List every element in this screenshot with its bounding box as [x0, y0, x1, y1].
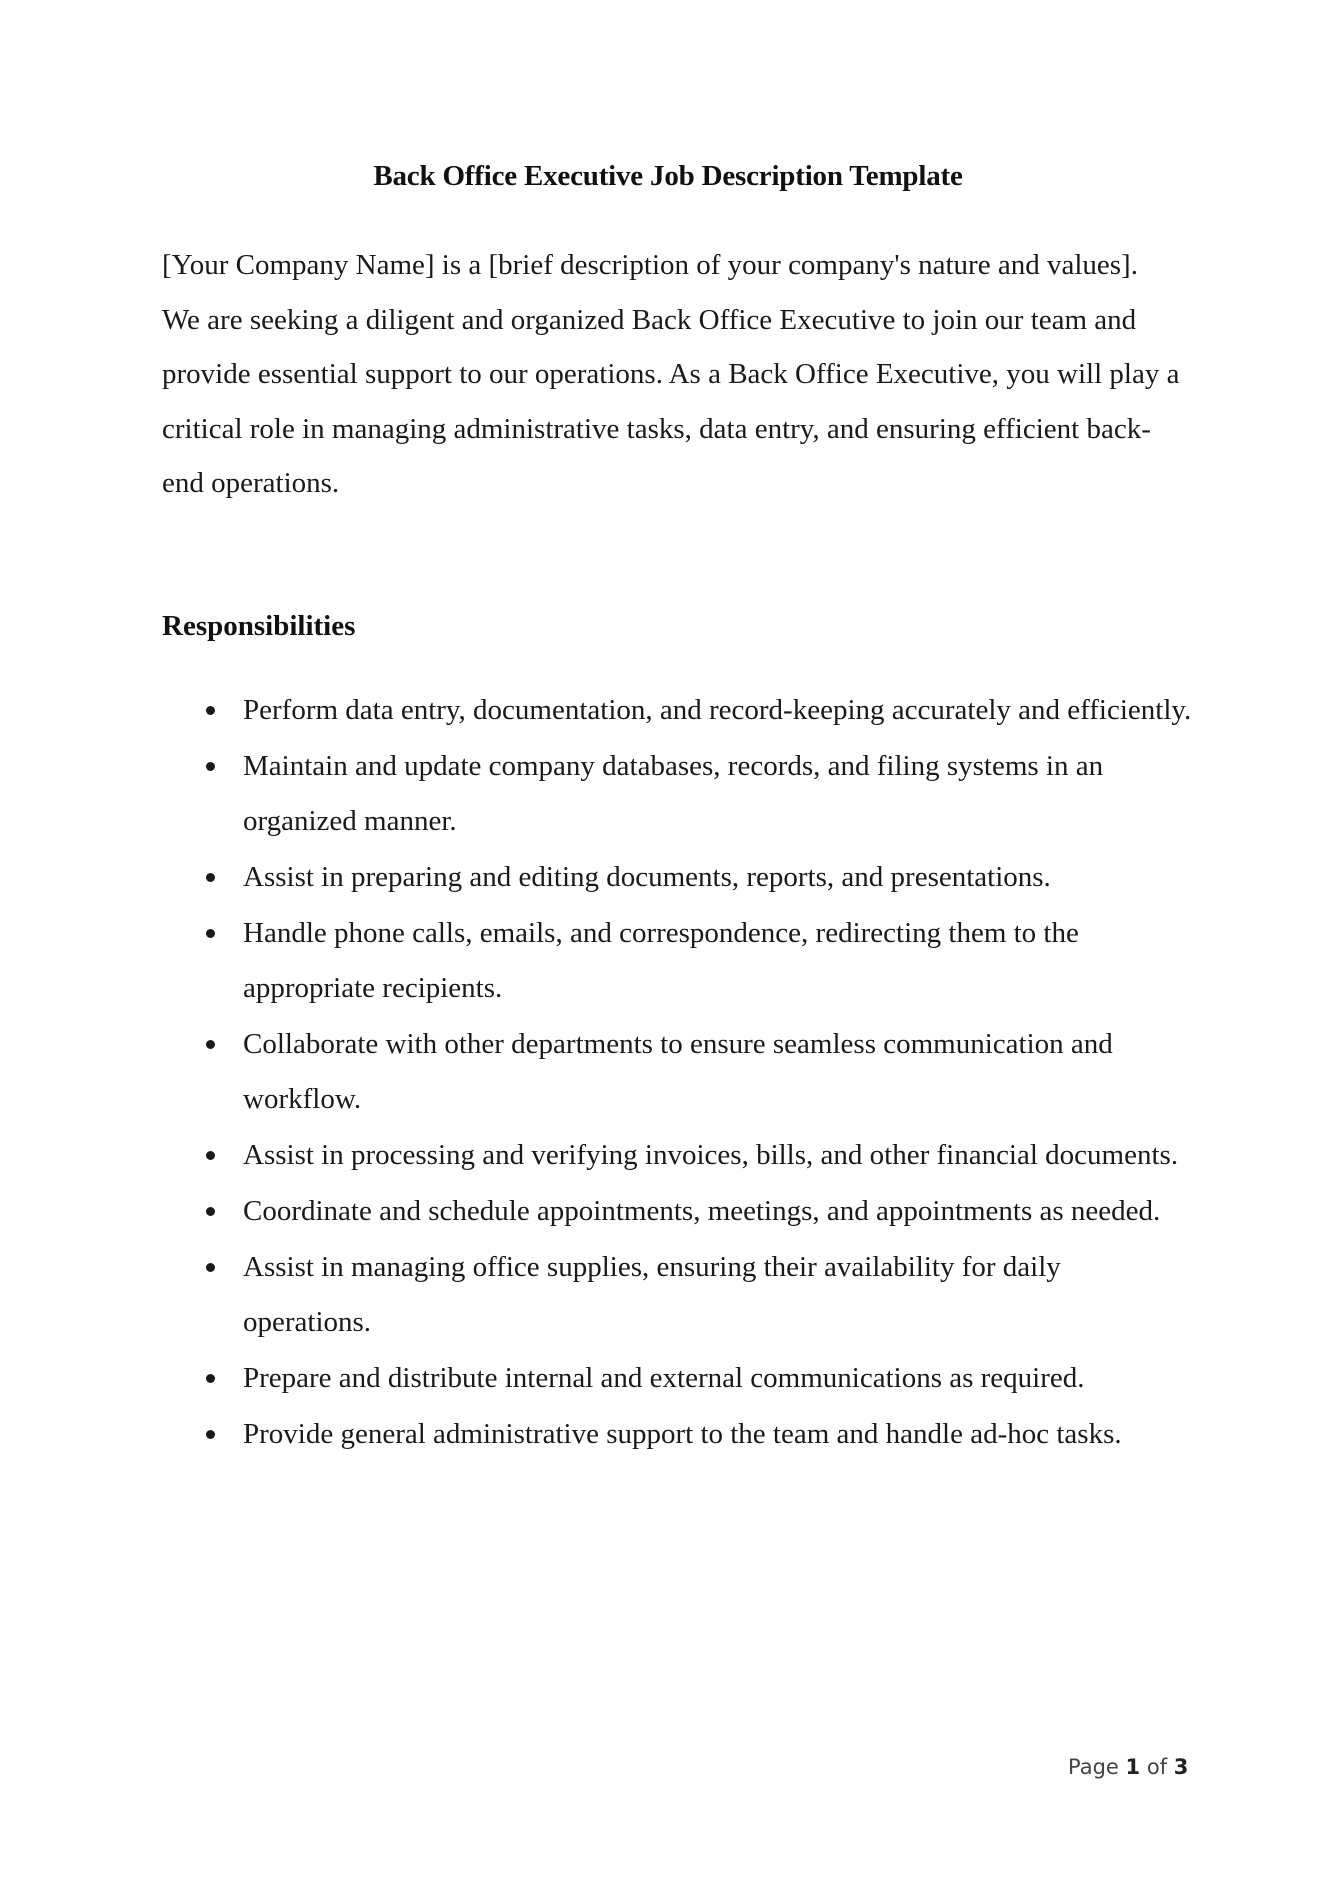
list-item-text: Assist in preparing and editing documents, reports, and presentations. [243, 861, 1051, 893]
list-item-text: Assist in managing office supplies, ensuring their availability for daily operations. [243, 1251, 1061, 1338]
of-label: of [1146, 1755, 1168, 1779]
responsibilities-heading: Responsibilities [162, 610, 356, 642]
bullet-icon [206, 1207, 215, 1216]
bullet-icon [206, 1040, 215, 1049]
bullet-icon [206, 1151, 215, 1160]
responsibilities-list [162, 683, 1192, 1463]
list-item-text: Coordinate and schedule appointments, meetings, and appointments as needed. [243, 1195, 1161, 1227]
list-item [162, 1407, 1192, 1462]
list-item [162, 739, 1192, 849]
list-item [162, 1184, 1192, 1239]
bullet-icon [206, 706, 215, 715]
list-item [162, 1017, 1192, 1127]
page-number-footer [1068, 1755, 1188, 1779]
list-item-text: Provide general administrative support to the team and handle ad-hoc tasks. [243, 1418, 1122, 1450]
bullet-icon [206, 1374, 215, 1383]
list-item-text: Perform data entry, documentation, and record-keeping accurately and efficiently. [243, 694, 1192, 726]
list-item-text: Assist in processing and verifying invoices, bills, and other financial documents. [243, 1139, 1179, 1171]
bullet-icon [206, 873, 215, 882]
list-item [162, 850, 1192, 905]
list-item-text: Handle phone calls, emails, and correspondence, redirecting them to the appropriate recipients. [243, 917, 1079, 1004]
list-item [162, 1128, 1192, 1183]
intro-paragraph: [Your Company Name] is a [brief description of your company's nature and values]. We are seeking a diligent and organized Back Office Executive to join our team and provide essential support to our operations. As a Back Office Executive, you will play a critical role in managing administrative tasks, data entry, and ensuring efficient back-end operations. [162, 249, 1180, 499]
document-title: Back Office Executive Job Description Template [373, 160, 963, 192]
list-item [162, 1351, 1192, 1406]
list-item-text: Maintain and update company databases, records, and filing systems in an organized manner. [243, 750, 1104, 837]
list-item-text: Prepare and distribute internal and external communications as required. [243, 1362, 1085, 1394]
list-item [162, 683, 1192, 738]
list-item [162, 906, 1192, 1016]
bullet-icon [206, 929, 215, 938]
bullet-icon [206, 1263, 215, 1272]
current-page-number: 1 [1125, 1755, 1141, 1779]
page-label: Page [1068, 1755, 1119, 1779]
list-item [162, 1240, 1192, 1350]
list-item-text: Collaborate with other departments to ensure seamless communication and workflow. [243, 1028, 1113, 1115]
total-pages-number: 3 [1173, 1755, 1189, 1779]
bullet-icon [206, 1430, 215, 1439]
bullet-icon [206, 762, 215, 771]
